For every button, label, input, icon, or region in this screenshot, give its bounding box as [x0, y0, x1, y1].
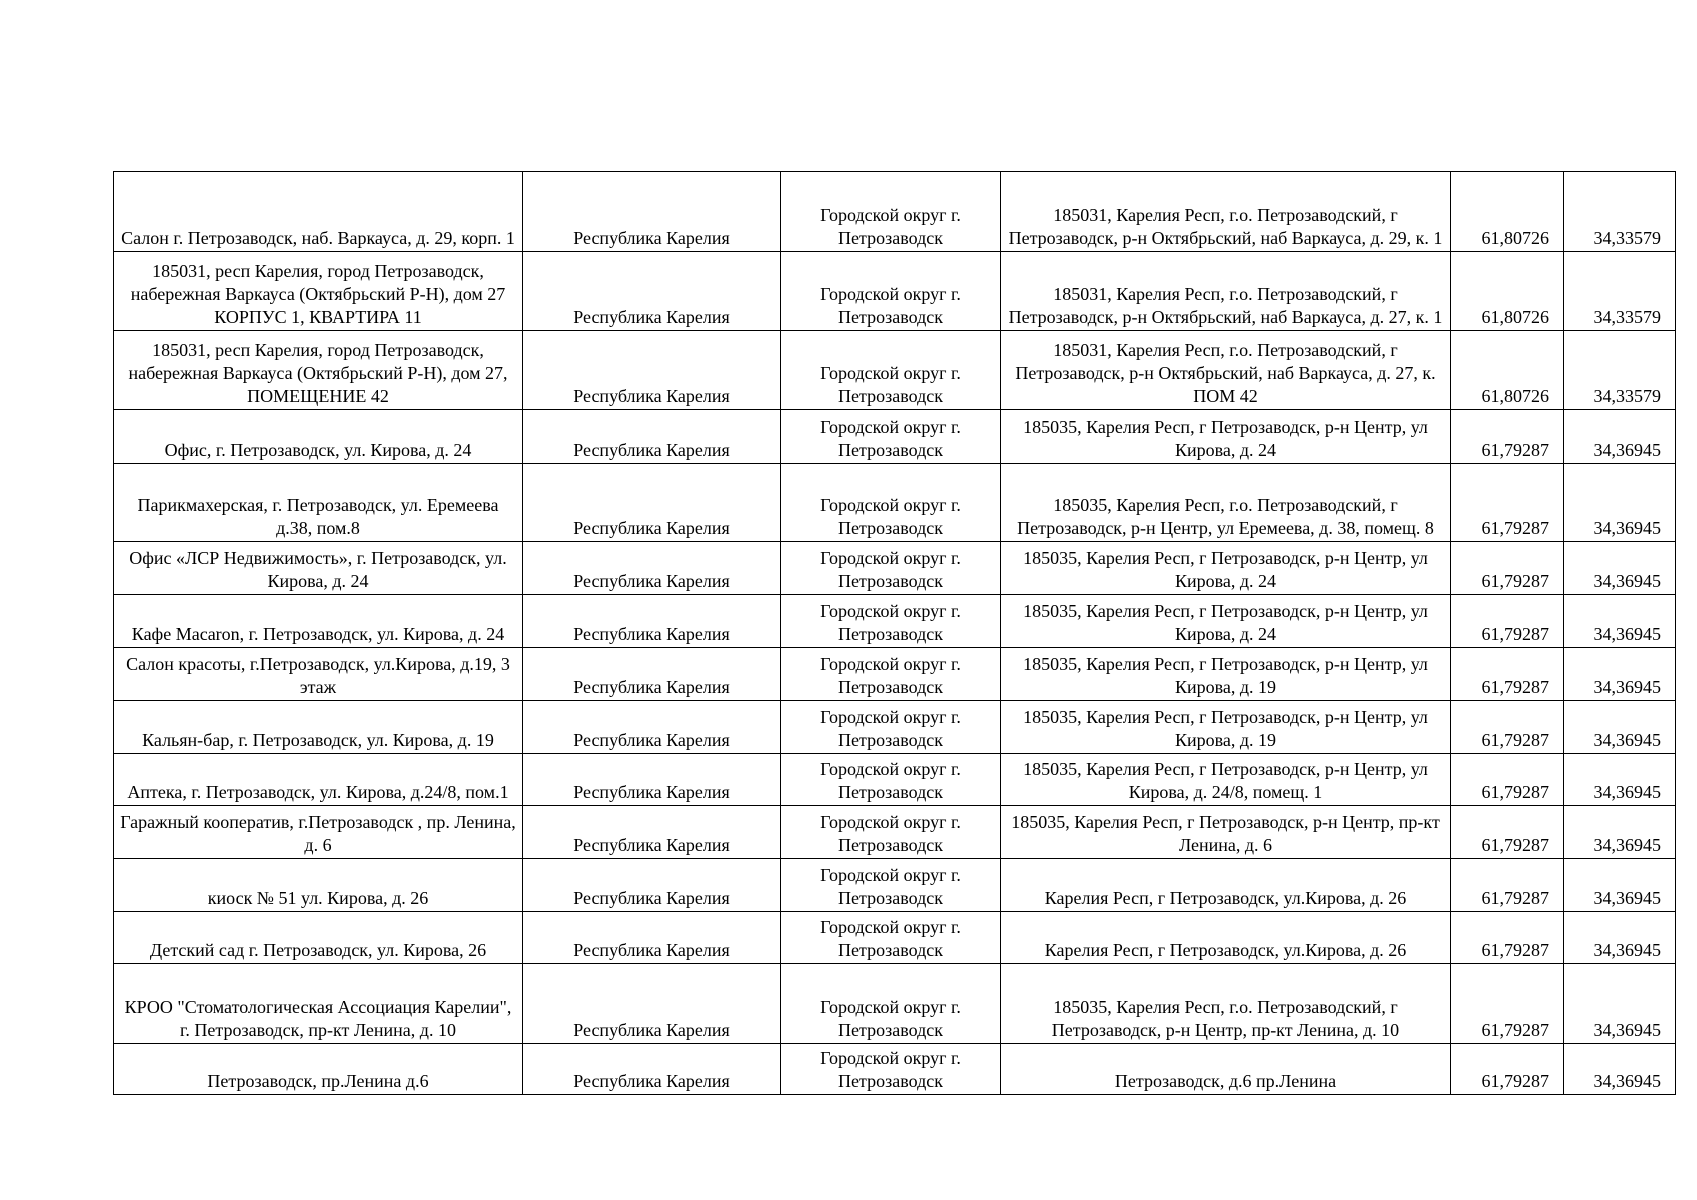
cell-region: Республика Карелия	[523, 331, 781, 410]
cell-address: 185035, Карелия Респ, г.о. Петрозаводский, г Петрозаводск, р-н Центр, пр-кт Ленина, д. 10	[1001, 964, 1451, 1044]
table-row	[114, 912, 1676, 964]
cell-district: Городской округ г. Петрозаводск	[781, 542, 1001, 595]
cell-region: Республика Карелия	[523, 1044, 781, 1095]
table-row	[114, 464, 1676, 542]
cell-address: 185035, Карелия Респ, г Петрозаводск, р-н Центр, ул Кирова, д. 19	[1001, 648, 1451, 701]
cell-name: КРОО "Стоматологическая Ассоциация Карелии", г. Петрозаводск, пр-кт Ленина, д. 10	[114, 964, 523, 1044]
cell-address: 185035, Карелия Респ, г Петрозаводск, р-н Центр, пр-кт Ленина, д. 6	[1001, 806, 1451, 859]
cell-address: 185035, Карелия Респ, г Петрозаводск, р-н Центр, ул Кирова, д. 24	[1001, 542, 1451, 595]
cell-latitude: 61,79287	[1451, 754, 1564, 806]
cell-region: Республика Карелия	[523, 964, 781, 1044]
table-row	[114, 542, 1676, 595]
cell-district: Городской округ г. Петрозаводск	[781, 410, 1001, 464]
cell-longitude: 34,36945	[1564, 806, 1676, 859]
cell-longitude: 34,36945	[1564, 464, 1676, 542]
cell-address: 185035, Карелия Респ, г Петрозаводск, р-н Центр, ул Кирова, д. 24/8, помещ. 1	[1001, 754, 1451, 806]
cell-region: Республика Карелия	[523, 859, 781, 912]
cell-district: Городской округ г. Петрозаводск	[781, 648, 1001, 701]
cell-address: 185035, Карелия Респ, г.о. Петрозаводский, г Петрозаводск, р-н Центр, ул Еремеева, д. 38, помещ. 8	[1001, 464, 1451, 542]
cell-latitude: 61,79287	[1451, 859, 1564, 912]
cell-district: Городской округ г. Петрозаводск	[781, 595, 1001, 648]
cell-name: киоск № 51 ул. Кирова, д. 26	[114, 859, 523, 912]
cell-latitude: 61,80726	[1451, 252, 1564, 331]
cell-district: Городской округ г. Петрозаводск	[781, 252, 1001, 331]
cell-region: Республика Карелия	[523, 464, 781, 542]
cell-region: Республика Карелия	[523, 754, 781, 806]
cell-district: Городской округ г. Петрозаводск	[781, 859, 1001, 912]
table-row	[114, 754, 1676, 806]
cell-name: Петрозаводск, пр.Ленина д.6	[114, 1044, 523, 1095]
cell-region: Республика Карелия	[523, 252, 781, 331]
cell-address: 185035, Карелия Респ, г Петрозаводск, р-н Центр, ул Кирова, д. 24	[1001, 410, 1451, 464]
cell-longitude: 34,36945	[1564, 701, 1676, 754]
cell-name: Салон красоты, г.Петрозаводск, ул.Кирова, д.19, 3 этаж	[114, 648, 523, 701]
cell-region: Республика Карелия	[523, 912, 781, 964]
cell-name: Офис «ЛСР Недвижимость», г. Петрозаводск, ул. Кирова, д. 24	[114, 542, 523, 595]
cell-longitude: 34,36945	[1564, 859, 1676, 912]
cell-longitude: 34,33579	[1564, 252, 1676, 331]
cell-name: 185031, респ Карелия, город Петрозаводск, набережная Варкауса (Октябрьский Р-Н), дом 27, ПОМЕЩЕНИЕ 42	[114, 331, 523, 410]
cell-longitude: 34,36945	[1564, 648, 1676, 701]
table-row	[114, 648, 1676, 701]
cell-district: Городской округ г. Петрозаводск	[781, 701, 1001, 754]
cell-latitude: 61,79287	[1451, 701, 1564, 754]
cell-longitude: 34,36945	[1564, 754, 1676, 806]
cell-address: 185031, Карелия Респ, г.о. Петрозаводский, г Петрозаводск, р-н Октябрьский, наб Варкауса, д. 29, к. 1	[1001, 172, 1451, 252]
table-row	[114, 331, 1676, 410]
cell-name: Салон г. Петрозаводск, наб. Варкауса, д. 29, корп. 1	[114, 172, 523, 252]
cell-longitude: 34,36945	[1564, 410, 1676, 464]
cell-name: Гаражный кооператив, г.Петрозаводск , пр. Ленина, д. 6	[114, 806, 523, 859]
cell-longitude: 34,36945	[1564, 595, 1676, 648]
cell-latitude: 61,79287	[1451, 542, 1564, 595]
cell-region: Республика Карелия	[523, 172, 781, 252]
cell-region: Республика Карелия	[523, 701, 781, 754]
table-row	[114, 859, 1676, 912]
cell-latitude: 61,79287	[1451, 806, 1564, 859]
table-row	[114, 964, 1676, 1044]
cell-name: Парикмахерская, г. Петрозаводск, ул. Еремеева д.38, пом.8	[114, 464, 523, 542]
cell-latitude: 61,80726	[1451, 172, 1564, 252]
cell-name: Аптека, г. Петрозаводск, ул. Кирова, д.24/8, пом.1	[114, 754, 523, 806]
cell-district: Городской округ г. Петрозаводск	[781, 464, 1001, 542]
cell-longitude: 34,36945	[1564, 964, 1676, 1044]
table-row	[114, 410, 1676, 464]
cell-district: Городской округ г. Петрозаводск	[781, 1044, 1001, 1095]
table-body	[114, 172, 1676, 1095]
cell-district: Городской округ г. Петрозаводск	[781, 912, 1001, 964]
table-row	[114, 806, 1676, 859]
cell-name: 185031, респ Карелия, город Петрозаводск, набережная Варкауса (Октябрьский Р-Н), дом 27 КОРПУС 1, КВАРТИРА 11	[114, 252, 523, 331]
cell-address: Петрозаводск, д.6 пр.Ленина	[1001, 1044, 1451, 1095]
cell-latitude: 61,79287	[1451, 410, 1564, 464]
table-row	[114, 172, 1676, 252]
cell-latitude: 61,79287	[1451, 595, 1564, 648]
cell-latitude: 61,79287	[1451, 964, 1564, 1044]
cell-longitude: 34,33579	[1564, 172, 1676, 252]
cell-latitude: 61,79287	[1451, 1044, 1564, 1095]
cell-name: Кальян-бар, г. Петрозаводск, ул. Кирова, д. 19	[114, 701, 523, 754]
cell-district: Городской округ г. Петрозаводск	[781, 754, 1001, 806]
cell-region: Республика Карелия	[523, 410, 781, 464]
cell-latitude: 61,79287	[1451, 648, 1564, 701]
cell-longitude: 34,36945	[1564, 542, 1676, 595]
cell-district: Городской округ г. Петрозаводск	[781, 172, 1001, 252]
cell-region: Республика Карелия	[523, 595, 781, 648]
cell-latitude: 61,79287	[1451, 464, 1564, 542]
table-row	[114, 701, 1676, 754]
table-row	[114, 252, 1676, 331]
cell-longitude: 34,36945	[1564, 1044, 1676, 1095]
cell-name: Кафе Macaron, г. Петрозаводск, ул. Кирова, д. 24	[114, 595, 523, 648]
cell-name: Детский сад г. Петрозаводск, ул. Кирова, 26	[114, 912, 523, 964]
cell-latitude: 61,79287	[1451, 912, 1564, 964]
cell-region: Республика Карелия	[523, 648, 781, 701]
cell-region: Республика Карелия	[523, 542, 781, 595]
locations-table	[113, 171, 1676, 1095]
cell-region: Республика Карелия	[523, 806, 781, 859]
cell-address: 185031, Карелия Респ, г.о. Петрозаводский, г Петрозаводск, р-н Октябрьский, наб Варкауса, д. 27, к. 1	[1001, 252, 1451, 331]
cell-longitude: 34,33579	[1564, 331, 1676, 410]
cell-district: Городской округ г. Петрозаводск	[781, 331, 1001, 410]
cell-address: 185031, Карелия Респ, г.о. Петрозаводский, г Петрозаводск, р-н Октябрьский, наб Варкауса, д. 27, к. ПОМ 42	[1001, 331, 1451, 410]
cell-address: Карелия Респ, г Петрозаводск, ул.Кирова, д. 26	[1001, 859, 1451, 912]
cell-address: 185035, Карелия Респ, г Петрозаводск, р-н Центр, ул Кирова, д. 24	[1001, 595, 1451, 648]
table-row	[114, 1044, 1676, 1095]
cell-latitude: 61,80726	[1451, 331, 1564, 410]
cell-address: Карелия Респ, г Петрозаводск, ул.Кирова, д. 26	[1001, 912, 1451, 964]
cell-longitude: 34,36945	[1564, 912, 1676, 964]
table-row	[114, 595, 1676, 648]
cell-district: Городской округ г. Петрозаводск	[781, 806, 1001, 859]
cell-address: 185035, Карелия Респ, г Петрозаводск, р-н Центр, ул Кирова, д. 19	[1001, 701, 1451, 754]
cell-district: Городской округ г. Петрозаводск	[781, 964, 1001, 1044]
cell-name: Офис, г. Петрозаводск, ул. Кирова, д. 24	[114, 410, 523, 464]
